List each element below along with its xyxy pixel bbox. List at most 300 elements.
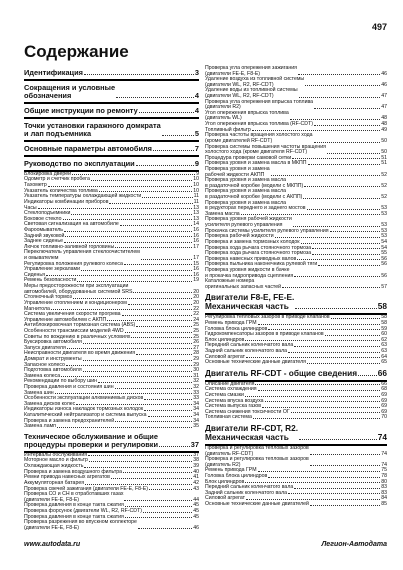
toc-entry-page: 40 — [193, 468, 199, 475]
toc-entry-label: Проверка форсунок (двигатели WL, R2, RF-CDT) — [24, 507, 142, 514]
toc-entry-page: 51 — [381, 160, 387, 167]
toc-entry — [24, 520, 199, 531]
toc-entry-page: 52 — [381, 182, 387, 189]
toc-entry-label: Подготовка автомобиля — [24, 367, 82, 374]
toc-entry-page: 85 — [381, 500, 387, 507]
toc-dot-leader — [144, 399, 192, 400]
toc-entry-label: Идентификация — [24, 68, 83, 77]
toc-entry-label: Регулировка тепловых зазоров в приводе клапанов — [205, 314, 330, 321]
toc-entry-label: Гидрокомпенсаторы зазоров в приводе клапанов — [205, 331, 324, 338]
toc-entry-label: Проверка частоты вращения холостого хода (кроме двигателей RF-CDT) — [205, 132, 313, 144]
toc-entry-page: 14 — [193, 221, 199, 228]
toc-entry-label: Меры предосторожности при эксплуатации автомобилей, оборудованных системой SRS — [24, 283, 133, 295]
toc-entry-label: Ремень привода ГРМ — [205, 467, 257, 474]
toc-entry-label: Магнитола — [24, 305, 50, 312]
toc-entry-page: 51 — [381, 154, 387, 161]
toc-entry-page: 55 — [381, 250, 387, 257]
toc-dot-leader — [299, 439, 377, 440]
toc-entry-label: Проверка уровня и замена масла в редукторах переднего и заднего мостов — [205, 199, 306, 212]
toc-section-heading — [24, 122, 199, 138]
toc-entry-page: 53 — [381, 233, 387, 240]
toc-entry-label: Проверка системы повышения частоты вращения холостого хода (кроме двигателя RF-CDT) — [205, 143, 326, 156]
toc-entry-label: Ремень безопасности — [24, 277, 77, 284]
toc-dot-leader — [314, 108, 380, 109]
toc-dot-leader — [304, 186, 380, 187]
toc-dot-leader — [133, 292, 192, 293]
toc-section-heading — [24, 69, 199, 77]
toc-right-column — [205, 66, 387, 508]
toc-entry-page: 54 — [381, 244, 387, 251]
section-rule — [24, 140, 199, 142]
toc-entry — [205, 133, 387, 144]
toc-entry-page: 17 — [193, 243, 199, 250]
section-rule — [24, 155, 199, 157]
toc-entry-label: Система увеличения скорости прогрева — [24, 311, 121, 318]
toc-entry-label: Индикаторы комбинации приборов — [24, 198, 109, 205]
toc-entry-label: Проверка и регулировка тепловых зазоров (двигатель R2) — [205, 456, 309, 468]
toc-entry-page: 10 — [193, 176, 199, 183]
toc-entry-label: Двигатель RF-CDT - общие сведения — [205, 367, 358, 378]
toc-dot-leader — [125, 517, 192, 518]
toc-entry-page: 34 — [193, 417, 199, 424]
toc-entry-label: Неисправности двигателя во время движения — [24, 350, 136, 357]
toc-dot-leader — [153, 150, 194, 151]
toc-dot-leader — [46, 275, 192, 276]
toc-entry-page: 48 — [381, 121, 387, 128]
toc-entry-page: 45 — [193, 502, 199, 509]
toc-entry-page: 7 — [194, 143, 199, 153]
toc-dot-leader — [258, 390, 381, 391]
toc-dot-leader — [67, 348, 192, 349]
toc-entry-label: Удаление воды из топливной системы (двигатели WL, R2, RF-CDT) — [205, 87, 298, 100]
toc-entry-label: Ремень привода ГРМ — [205, 319, 257, 326]
toc-dot-leader — [122, 315, 193, 316]
toc-dot-leader — [291, 412, 381, 413]
toc-entry-page: 63 — [381, 342, 387, 349]
toc-entry-label: Топливная система — [205, 414, 252, 421]
toc-entry-label: Проверка угла опережения впрыска топлива (двигатели R2) — [205, 98, 314, 111]
toc-entry-label: Запуск двигателя — [24, 344, 66, 351]
toc-entry-page: 46 — [381, 81, 387, 88]
toc-entry-label: Советы по вождению в различных условиях — [24, 333, 131, 340]
toc-entry-label: Замена ламп — [24, 423, 56, 430]
toc-dot-leader — [125, 506, 192, 507]
toc-entry-label: Проверка уровня жидкости в бачке и прокачка гидропривода сцепления — [205, 266, 294, 279]
toc-entry-page: 9 — [194, 158, 199, 168]
toc-entry-page: 5 — [194, 128, 199, 138]
section-rule — [24, 79, 199, 81]
toc-dot-leader — [318, 265, 380, 266]
toc-dot-leader — [64, 242, 192, 243]
toc-dot-leader — [71, 214, 192, 215]
toc-entry-page: 54 — [381, 238, 387, 245]
toc-entry-page: 13 — [193, 210, 199, 217]
toc-entry-label: Сиденья — [24, 271, 45, 278]
toc-entry-label: Задний сальник коленчатого вала — [205, 347, 287, 354]
toc-entry — [205, 415, 387, 421]
toc-entry-page: 39 — [193, 463, 199, 470]
toc-entry-label: Силовой агрегат — [205, 495, 246, 502]
toc-dot-leader — [310, 465, 380, 466]
toc-entry-page: 4 — [194, 105, 199, 115]
toc-dot-leader — [292, 158, 380, 159]
toc-entry-label: Фароомыватель — [24, 226, 64, 233]
toc-entry-page: 50 — [381, 137, 387, 144]
toc-dot-leader — [64, 231, 192, 232]
toc-entry-label: Проверка хода рычага стояночного тормоза — [205, 250, 312, 257]
toc-entry-label: Проверка давления и состояния шин — [24, 384, 114, 391]
toc-entry-label: Интервалы обслуживания — [24, 451, 88, 458]
toc-entry-label: Проверка навесных приводных валов — [205, 255, 297, 262]
toc-entry-label: Указатель количества топлива — [24, 187, 98, 194]
toc-entry-page: 19 — [193, 277, 199, 284]
toc-dot-leader — [331, 318, 381, 319]
toc-entry-page: 74 — [377, 431, 387, 442]
toc-entry-page: 69 — [381, 391, 387, 398]
toc-entry-label: Основные параметры автомобиля — [24, 143, 152, 153]
toc-entry-page: 47 — [381, 93, 387, 100]
toc-dot-leader — [246, 357, 380, 358]
toc-entry-page: 57 — [381, 283, 387, 290]
toc-dot-leader — [98, 382, 192, 383]
toc-entry-label: Головка блока цилиндров — [205, 472, 268, 479]
toc-entry-label: Стеклоподъемники — [24, 210, 71, 217]
toc-dot-leader — [327, 153, 380, 154]
toc-dot-leader — [109, 203, 192, 204]
toc-entry-page: 26 — [193, 339, 199, 346]
toc-dot-leader — [149, 489, 192, 490]
toc-entry-page: 13 — [193, 204, 199, 211]
toc-dot-leader — [91, 180, 192, 181]
toc-dot-leader — [303, 198, 380, 199]
toc-entry-label: Передний сальник коленчатого вала — [205, 484, 294, 491]
toc-entry-label: Проверка уровня и замена масла в раздаточной коробке (модели с МКПП) — [205, 177, 304, 189]
toc-entry-label: Проверка уровня и замена рабочей жидкости АКПП — [205, 165, 270, 178]
toc-dot-leader — [77, 281, 192, 282]
toc-dot-leader — [57, 427, 192, 428]
toc-entry-page: 20 — [193, 299, 199, 306]
toc-dot-leader — [294, 346, 380, 347]
toc-entry-page: 52 — [381, 171, 387, 178]
toc-entry-label: Проверка СО и СН в отработавших газах (двигатели FE-E, F8-E) — [24, 491, 124, 503]
toc-entry-page: 59 — [381, 325, 387, 332]
toc-dot-leader — [314, 142, 381, 143]
toc-entry-page: 24 — [193, 316, 199, 323]
toc-dot-leader — [325, 335, 381, 336]
toc-entry-label: Часы — [24, 204, 37, 211]
toc-entry-page: 66 — [377, 367, 387, 378]
toc-dot-leader — [73, 298, 192, 299]
toc-dot-leader — [76, 404, 192, 405]
toc-entry-page: 52 — [381, 194, 387, 201]
toc-entry — [205, 279, 387, 290]
toc-dot-leader — [148, 416, 193, 417]
toc-dot-leader — [141, 259, 192, 260]
footer-website: www.autodata.ru — [24, 541, 81, 548]
toc-section-heading — [205, 293, 387, 311]
toc-entry-page: 16 — [193, 271, 199, 278]
toc-entry-page: 56 — [381, 261, 387, 268]
toc-entry-page: 56 — [381, 255, 387, 262]
toc-dot-leader — [115, 388, 193, 389]
toc-dot-leader — [115, 247, 192, 248]
toc-dot-leader — [84, 74, 194, 75]
toc-dot-leader — [295, 308, 376, 309]
toc-entry-page: 22 — [193, 305, 199, 312]
toc-entry-label: Система выпуска газов — [205, 403, 262, 410]
toc-entry-page: 16 — [193, 238, 199, 245]
toc-entry-label: Проверка и регулировка тепловых зазоров (двигатель RF-CDT) — [205, 444, 309, 457]
toc-dot-leader — [282, 287, 380, 288]
section-rule — [24, 102, 199, 104]
toc-dot-leader — [89, 461, 192, 462]
toc-entry-label: Индикаторы износа накладок тормозных колодок — [24, 406, 144, 413]
toc-entry-page: 46 — [193, 524, 199, 531]
toc-entry-page: 60 — [381, 331, 387, 338]
toc-entry-label: Буксировка автомобиля — [24, 339, 82, 346]
toc-entry-label: Одометр и счетчик пробега — [24, 176, 90, 183]
toc-entry-page: 75 — [381, 467, 387, 474]
toc-section-heading — [205, 424, 387, 442]
toc-dot-leader — [61, 376, 192, 377]
toc-dot-leader — [290, 119, 380, 120]
toc-entry-page: 83 — [381, 484, 387, 491]
toc-entry-label: Удаление воздуха из топливной системы (двигатели WL, R2, RF-CDT) — [205, 76, 305, 88]
toc-entry-label: Заднее сиденье — [24, 238, 63, 245]
toc-entry-label: Проверка уровня рабочей жидкости усилителя рулевого управления — [205, 216, 292, 229]
toc-entry-label: Описание двигателя — [205, 380, 255, 387]
toc-entry-label: Техническое обслуживание и общие процедуры проверки и регулировки — [24, 431, 159, 449]
toc-entry-page: 37 — [190, 439, 199, 449]
toc-entry-page: 16 — [193, 266, 199, 273]
toc-entry-page: 66 — [381, 380, 387, 387]
toc-dot-leader — [305, 85, 380, 86]
toc-entry-page: 33 — [193, 389, 199, 396]
toc-entry — [205, 360, 387, 366]
toc-dot-leader — [358, 375, 377, 376]
toc-entry-page: 37 — [193, 451, 199, 458]
toc-entry — [205, 88, 387, 99]
toc-entry-label: Запасное колесо — [24, 361, 65, 368]
toc-entry-page: 74 — [381, 461, 387, 468]
toc-entry-page: 48 — [381, 115, 387, 122]
toc-entry-label: Проверка разрежения во впускном коллекторе (двигатели FE-E, F8-E) — [24, 519, 137, 531]
toc-entry-page: 22 — [193, 311, 199, 318]
toc-entry-page: 80 — [381, 478, 387, 485]
toc-entry-label: Система снижения токсичности ОГ — [205, 408, 290, 415]
toc-dot-leader — [245, 396, 380, 397]
toc-entry-page: 70 — [381, 414, 387, 421]
toc-dot-leader — [143, 512, 192, 513]
toc-entry-page: 44 — [193, 496, 199, 503]
toc-dot-leader — [255, 384, 380, 385]
toc-dot-leader — [245, 482, 380, 483]
toc-entry-label: Двигатели RF-CDT, R2. Механическая часть — [205, 422, 299, 442]
toc-entry-label: Проверка уровня и замена масла в раздаточной коробке (модели с АКПП) — [205, 188, 303, 201]
toc-entry-page: 53 — [381, 210, 387, 217]
toc-entry-page: 10 — [193, 187, 199, 194]
section-rule — [24, 117, 199, 119]
toc-entry-page: 34 — [193, 412, 199, 419]
toc-entry-page: 34 — [193, 400, 199, 407]
toc-entry-label: Задний звуковой — [24, 232, 65, 239]
toc-entry-label: Моторное масло и фильтр — [24, 457, 88, 464]
toc-entry-label: Общие инструкции по ремонту — [24, 105, 138, 115]
toc-entry-label: Проверка свечей зажигания (двигатели FE-E, F8-E) — [24, 485, 148, 492]
toc-dot-leader — [120, 225, 192, 226]
toc-entry-label: Световая сигнализация на автомобиле — [24, 221, 119, 228]
toc-entry-page: 78 — [381, 472, 387, 479]
toc-dot-leader — [107, 320, 192, 321]
toc-entry-page: 38 — [193, 457, 199, 464]
toc-dot-leader — [294, 276, 380, 277]
toc-dot-leader — [125, 332, 193, 333]
toc-entry-page: 34 — [193, 406, 199, 413]
toc-entry-label: Блок цилиндров — [205, 478, 245, 485]
toc-dot-leader — [275, 237, 381, 238]
toc-dot-leader — [84, 467, 192, 468]
toc-dot-leader — [83, 360, 193, 361]
toc-entry-label: Особенности трансмиссии моделей 4WD — [24, 327, 124, 334]
toc-entry-label: Регулировка положения рулевого колеса — [24, 260, 123, 267]
toc-entry-page: 27 — [193, 344, 199, 351]
toc-entry — [205, 502, 387, 508]
toc-entry-label: Блокировка дверей — [24, 170, 71, 177]
toc-entry-label: Лючок топливно-заливной горловины — [24, 243, 115, 250]
toc-entry-label: Стояночный тормоз — [24, 294, 72, 301]
toc-entry-label: Переключатель управления стеклоочистителем и омывателем — [24, 249, 140, 262]
toc-left-column — [24, 66, 199, 531]
toc-entry-label: Замена масла — [205, 210, 240, 217]
toc-entry-page: 53 — [381, 205, 387, 212]
toc-entry-page: 47 — [381, 104, 387, 111]
toc-dot-leader — [136, 326, 192, 327]
toc-entry-page: 64 — [381, 353, 387, 360]
toc-dot-leader — [298, 74, 380, 75]
toc-dot-leader — [288, 352, 380, 353]
toc-entry-page: 68 — [381, 386, 387, 393]
toc-entry-page: 11 — [193, 198, 199, 205]
toc-section-heading — [24, 145, 199, 153]
toc-entry-label: Проверка и замена тормозных колодок — [205, 238, 300, 245]
toc-dot-leader — [131, 337, 192, 338]
toc-entry-label: Система охлаждения — [205, 386, 257, 393]
toc-section-heading — [24, 433, 199, 449]
toc-entry-label: Задний сальник коленчатого вала — [205, 489, 287, 496]
toc-entry-label: Проверка пыльника наконечника рулевой тяги — [205, 261, 318, 268]
toc-dot-leader — [48, 186, 192, 187]
toc-entry-page: 58 — [381, 319, 387, 326]
toc-entry-label: Каталожные номера оригинальных запасных частей — [205, 278, 282, 290]
toc-dot-leader — [308, 164, 381, 165]
toc-dot-leader — [314, 125, 380, 126]
toc-entry-label: Силовой агрегат — [205, 353, 246, 360]
toc-entry — [205, 189, 387, 200]
toc-entry-page: 13 — [193, 215, 199, 222]
toc-entry-label: Система смазки — [205, 391, 244, 398]
toc-entry-page: 49 — [381, 126, 387, 133]
toc-entry-label: Основные технические данные двигателя — [205, 359, 306, 366]
toc-entry — [24, 424, 199, 430]
toc-dot-leader — [265, 401, 381, 402]
toc-dot-leader — [144, 410, 192, 411]
toc-entry-label: Ремни привода навесных агрегатов — [24, 474, 110, 481]
toc-entry-label: Управление зеркалами — [24, 266, 81, 273]
toc-dot-leader — [123, 472, 192, 473]
toc-entry-page: 28 — [193, 350, 199, 357]
toc-entry-page: 58 — [377, 301, 387, 312]
toc-dot-leader — [81, 270, 192, 271]
page-title: Содержание — [24, 42, 129, 61]
toc-entry-page: 25 — [193, 322, 199, 329]
toc-entry-label: Замена шин — [24, 389, 54, 396]
page-number: 497 — [371, 22, 387, 32]
toc-entry-page: 63 — [381, 347, 387, 354]
toc-dot-leader — [307, 209, 381, 210]
toc-section-heading — [24, 107, 199, 115]
toc-dot-leader — [83, 343, 192, 344]
toc-entry-page: 53 — [381, 227, 387, 234]
toc-dot-leader — [253, 418, 380, 419]
toc-dot-leader — [271, 175, 381, 176]
toc-entry-label: Передний сальник коленчатого вала — [205, 342, 294, 349]
toc-entry-label: Указатель температуры охлаждающей жидкости — [24, 193, 142, 200]
toc-dot-leader — [124, 500, 192, 501]
toc-dot-leader — [63, 219, 193, 220]
toc-dot-leader — [128, 304, 192, 305]
toc-entry-label: Управление автомобилем с АКПП — [24, 316, 107, 323]
footer-publisher: Легион-Автодата — [321, 541, 387, 548]
toc-entry-page: 50 — [381, 149, 387, 156]
toc-dot-leader — [65, 236, 192, 237]
toc-dot-leader — [330, 231, 381, 232]
toc-entry-label: Основные технические данные двигателей — [205, 500, 309, 507]
toc-dot-leader — [115, 421, 192, 422]
toc-entry-page: 46 — [381, 70, 387, 77]
toc-entry-label: Замена дисков колес — [24, 400, 76, 407]
toc-entry-label: Каталитический нейтрализатор и система выпуска — [24, 412, 147, 419]
toc-entry-label: Двигатели F8-E, FE-E. Механическая часть — [205, 292, 295, 312]
toc-entry-page: 84 — [381, 495, 387, 502]
toc-dot-leader — [162, 135, 194, 136]
toc-entry-page: 29 — [193, 361, 199, 368]
toc-entry-page: 74 — [381, 450, 387, 457]
toc-dot-leader — [111, 478, 192, 479]
toc-dot-leader — [258, 471, 381, 472]
toc-section-heading — [24, 84, 199, 100]
toc-entry-label: Проверка рабочей жидкости — [205, 233, 274, 240]
toc-entry-label: Проверка и замена воздушного фильтра — [24, 468, 122, 475]
toc-entry-label: Угол опережения впрыска топлива (RF-CDT) — [205, 121, 313, 128]
toc-entry-page: 17 — [193, 255, 199, 262]
toc-entry-label: Антиблокировочная тормозная система (ABS) — [24, 322, 136, 329]
toc-entry-page: 69 — [381, 408, 387, 415]
toc-dot-leader — [83, 371, 193, 372]
toc-dot-leader — [85, 484, 192, 485]
toc-dot-leader — [51, 309, 192, 310]
toc-entry-page: 15 — [193, 260, 199, 267]
toc-dot-leader — [246, 499, 380, 500]
toc-dot-leader — [294, 488, 380, 489]
toc-section-heading — [24, 160, 199, 168]
toc-entry-label: Проверка хода рычага стояночного тормоза — [205, 244, 312, 251]
toc-entry-page: 83 — [381, 489, 387, 496]
toc-entry-page: 4 — [194, 90, 199, 100]
toc-dot-leader — [293, 226, 380, 227]
toc-dot-leader — [142, 197, 192, 198]
toc-dot-leader — [136, 165, 194, 166]
toc-entry-page: 30 — [193, 367, 199, 374]
